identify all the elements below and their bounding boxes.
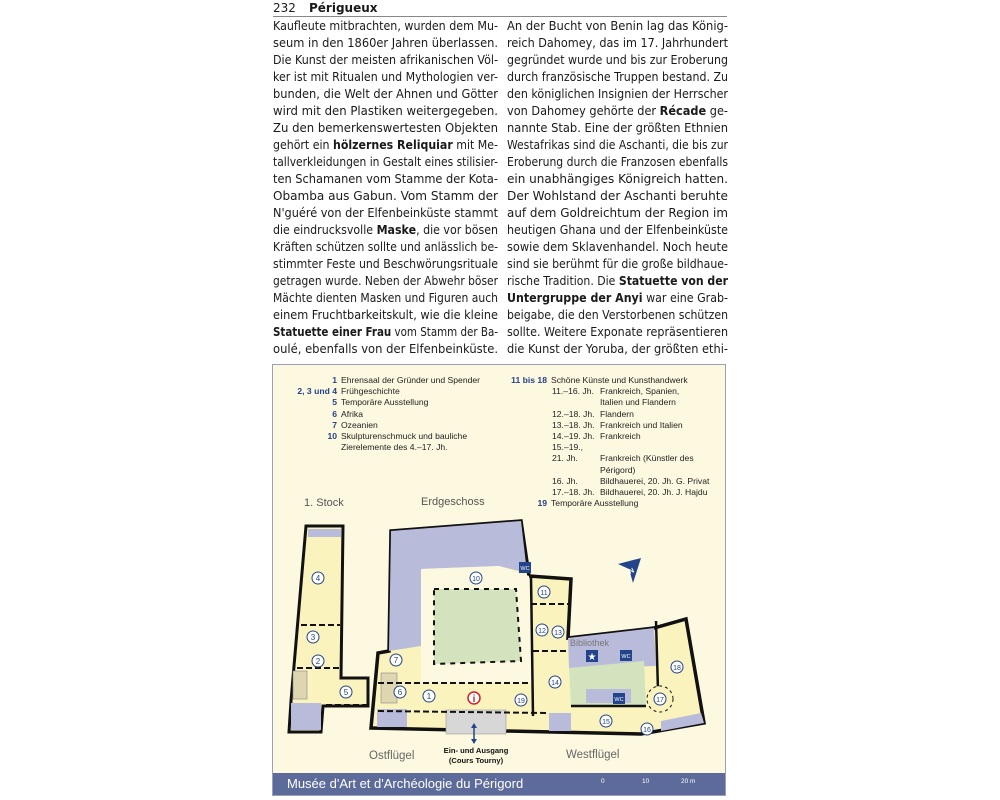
room-marker-7 <box>390 654 402 666</box>
svg-text:WC: WC <box>614 697 624 703</box>
legend-row: 7 Ozeanien <box>332 419 378 430</box>
text-run: ker ist mit Ritualen und Mythologien ver- <box>273 70 499 84</box>
text-line <box>507 52 728 69</box>
text-run: vom Stamm der Ba- <box>391 325 498 339</box>
text-run: heutigen Ghana und der Elfenbeinküste <box>507 223 729 237</box>
svg-text:3: 3 <box>310 633 316 642</box>
legend-subrow: 17.–18. Jh. Bildhauerei, 20. Jh. J. Hajdu <box>552 487 708 498</box>
text-column-right <box>507 18 728 358</box>
ground-floor-label: Erdgeschoss <box>421 496 485 508</box>
room-marker-4 <box>312 572 324 584</box>
room-marker-5 <box>340 686 352 698</box>
room-marker-12 <box>536 624 548 636</box>
text-run: durch französische Truppen bestand. Zu <box>507 70 728 84</box>
text-line <box>507 205 728 222</box>
room-marker-11 <box>538 586 550 598</box>
svg-text:i: i <box>472 694 476 705</box>
legend-row: 2, 3 und 4 Frühgeschichte <box>297 386 400 397</box>
legend-subrow: 21. Jh. Frankreich (Künstler des <box>552 453 694 464</box>
scale-tick: 10 <box>642 778 650 785</box>
text-run: sind sie berühmt für die große bildhaue- <box>507 257 728 271</box>
bold-term: hölzernes Reliquiar <box>332 138 453 152</box>
text-run: von Dahomey gehörte der <box>507 104 660 118</box>
svg-text:19: 19 <box>517 698 525 705</box>
legend-subrow: 12.–18. Jh. Flandern <box>552 408 634 419</box>
text-line <box>507 137 728 154</box>
text-run: Die Kunst der meisten afrikanischen Völ- <box>273 53 499 67</box>
text-run: Zu den bemerkenswertesten Objekten <box>273 121 499 135</box>
legend-subrow: 13.–18. Jh. Frankreich und Italien <box>552 419 683 430</box>
legend-subrow: 11.–16. Jh. Frankreich, Spanien, <box>552 386 680 397</box>
legend-row: 1 Ehrensaal der Gründer und Spender <box>332 375 481 385</box>
text-line <box>507 18 728 35</box>
text-run: Kräften schützen sollte und anlässlich be- <box>273 240 498 254</box>
text-column-left <box>273 18 498 358</box>
text-run: einem Fruchtbarkeitskult, wie die kleine <box>273 308 499 322</box>
bold-term: Maske <box>376 223 417 237</box>
text-run: wird mit den Plastiken weitergegeben. <box>273 104 498 118</box>
text-line <box>273 239 498 256</box>
text-line <box>507 188 728 205</box>
text-run: die eindrucksvolle <box>273 223 377 237</box>
page-number: 232 <box>273 1 296 15</box>
text-line <box>507 290 728 307</box>
wc-icon <box>519 562 531 573</box>
svg-text:12: 12 <box>538 628 546 635</box>
text-line <box>507 273 728 290</box>
legend-row: 10 Skulpturenschmuck und bauliche <box>327 431 468 442</box>
info-marker <box>468 692 480 705</box>
text-line <box>507 35 728 52</box>
text-run: sollte. Weitere Exponate repräsentieren <box>507 325 729 339</box>
text-line <box>273 154 498 171</box>
legend-subrow: Italien und Flandern <box>600 397 676 408</box>
text-run: Mächte dienten Masken und Figuren auch <box>273 291 499 305</box>
wc-icon <box>613 693 625 704</box>
text-run: auf dem Goldreichtum der Region im <box>507 206 728 220</box>
text-run: ten Schamanen vom Stamme der Kota- <box>273 172 499 186</box>
text-line <box>273 171 498 188</box>
text-line <box>273 307 498 324</box>
entrance-label: Ein- und Ausgang <box>443 746 509 755</box>
first-floor-wing <box>289 526 368 732</box>
text-run: rische Tradition. Die <box>507 274 619 288</box>
text-run: tallverkleidungen in Gestalt eines stilisier- <box>273 155 498 169</box>
text-run: Westafrikas sind die Aschanti, die bis zur <box>507 138 728 152</box>
text-line <box>507 222 728 239</box>
svg-text:WC: WC <box>621 654 631 660</box>
room-marker-13 <box>552 626 564 638</box>
text-run: reich Dahomey, das im 17. Jahrhundert <box>507 36 729 50</box>
museum-floor-plan <box>272 364 726 796</box>
text-run: den königlichen Insignien der Herrscher <box>507 87 729 101</box>
running-title: Périgueux <box>309 1 378 15</box>
text-run: stimmter Feste und Beschwörungsrituale <box>273 257 498 271</box>
text-run: seum in den 1860er Jahren überlassen. <box>273 36 499 50</box>
room-marker-3 <box>307 631 319 643</box>
west-wing-label: Westflügel <box>566 749 620 761</box>
text-line <box>273 256 498 273</box>
map-title-bar <box>273 773 725 795</box>
text-line <box>273 18 498 35</box>
text-line <box>273 222 498 239</box>
room-marker-14 <box>549 676 561 688</box>
wc-icon <box>620 650 632 661</box>
text-run: ge- <box>706 104 729 118</box>
legend-row: 6 Afrika <box>332 408 363 419</box>
text-run: ein unabhängiges Königreich hatten. <box>507 172 729 186</box>
svg-text:1: 1 <box>426 692 432 701</box>
text-line <box>507 239 728 256</box>
text-run: Obamba aus Gabun. Vom Stamm der <box>273 189 498 203</box>
text-line <box>507 324 728 341</box>
text-line <box>273 205 498 222</box>
room-marker-6 <box>394 686 406 698</box>
text-run: mit Me- <box>452 138 499 152</box>
text-line <box>273 69 498 86</box>
text-run: sowie dem Sklavenhandel. Noch heute <box>507 240 729 254</box>
text-run: war eine Grab- <box>642 291 728 305</box>
svg-text:4: 4 <box>315 574 321 583</box>
text-line <box>273 290 498 307</box>
text-run: Kaufleute mitbrachten, wurden dem Mu- <box>273 19 499 33</box>
bold-term: Untergruppe der Anyi <box>507 291 643 305</box>
svg-text:10: 10 <box>472 576 480 583</box>
room-marker-17 <box>654 693 666 705</box>
legend-subrow: 16. Jh. Bildhauerei, 20. Jh. G. Privat <box>552 475 710 486</box>
text-line <box>507 307 728 324</box>
svg-text:13: 13 <box>554 630 562 637</box>
text-line <box>507 154 728 171</box>
text-line <box>273 324 498 341</box>
text-run: nannte Stab. Eine der größten Ethnien <box>507 121 729 135</box>
text-run: getragen wurde. Neben der Abwehr böser <box>273 274 499 288</box>
bold-term: Statuette einer Frau <box>273 325 392 339</box>
east-wing-label: Ostflügel <box>369 750 415 762</box>
room-marker-1 <box>423 690 435 702</box>
entrance-sublabel: (Cours Tourny) <box>448 756 504 765</box>
svg-text:5: 5 <box>343 688 349 697</box>
running-header <box>273 0 727 17</box>
text-run: Eroberung durch die Franzosen ebenfalls <box>507 155 728 169</box>
first-floor-label: 1. Stock <box>304 497 344 509</box>
svg-text:18: 18 <box>673 665 681 672</box>
text-run: gegründet wurde und bis zur Eroberung <box>507 53 728 67</box>
text-line <box>507 103 728 120</box>
text-run: bunden, die Welt der Ahnen und Götter <box>273 87 498 101</box>
scale-tick: 20 m <box>681 778 696 785</box>
svg-text:15: 15 <box>602 719 610 726</box>
library-star-icon <box>586 650 598 663</box>
svg-text:6: 6 <box>397 688 403 697</box>
north-arrow-icon <box>618 558 641 583</box>
text-line <box>273 103 498 120</box>
legend-row: Zierelemente des 4.–17. Jh. <box>341 442 448 453</box>
text-line <box>507 86 728 103</box>
room-marker-16 <box>641 723 653 735</box>
text-run: An der Bucht von Benin lag das König- <box>507 19 729 33</box>
svg-text:16: 16 <box>643 727 651 734</box>
legend-row: 11 bis 18 Schöne Künste und Kunsthandwerk <box>511 375 688 385</box>
text-line <box>273 188 498 205</box>
text-line <box>507 69 728 86</box>
bold-term: Récade <box>659 104 707 118</box>
text-line <box>273 137 498 154</box>
svg-text:14: 14 <box>551 680 559 687</box>
text-line <box>507 120 728 137</box>
svg-text:WC: WC <box>520 566 530 572</box>
map-title: Musée d'Art et d'Archéologie du Périgord <box>287 776 524 791</box>
text-line <box>507 341 728 358</box>
floor-plan-drawing <box>273 365 727 797</box>
room-marker-15 <box>600 715 612 727</box>
text-run: die Kunst der Yoruba, der größten ethi- <box>507 342 728 356</box>
library-label: Bibliothek <box>570 638 610 648</box>
text-run: beigabe, die den Verstorbenen schützen <box>507 308 728 322</box>
text-line <box>273 86 498 103</box>
svg-text:11: 11 <box>540 590 548 597</box>
legend-row: 5 Temporäre Ausstellung <box>332 397 429 408</box>
text-run: Der Wohlstand der Aschanti beruhte <box>507 189 729 203</box>
text-run: oulé, ebenfalls von der Elfenbeinküste. <box>273 342 498 356</box>
room-marker-10 <box>470 572 482 584</box>
text-line <box>273 120 498 137</box>
text-line <box>273 35 498 52</box>
room-marker-18 <box>671 661 683 673</box>
text-line <box>507 171 728 188</box>
svg-text:N: N <box>627 567 636 576</box>
scale-tick: 0 <box>601 778 605 785</box>
legend-row: 19 Temporäre Ausstellung <box>537 498 639 509</box>
room-marker-2 <box>312 655 324 667</box>
text-run: gehört ein <box>273 138 333 152</box>
svg-text:7: 7 <box>393 656 399 665</box>
text-line <box>273 341 498 358</box>
legend-subrow: 15.–19., <box>552 442 584 453</box>
text-run: , die vor bösen <box>416 223 498 237</box>
svg-text:2: 2 <box>315 657 321 666</box>
svg-text:★: ★ <box>587 652 597 663</box>
text-line <box>273 273 498 290</box>
bold-term: Statuette von der <box>618 274 729 288</box>
text-line <box>507 256 728 273</box>
svg-text:17: 17 <box>656 697 664 704</box>
room-marker-19 <box>515 694 527 706</box>
text-run: N'guéré von der Elfenbeinküste stammt <box>273 206 499 220</box>
legend-subrow: Périgord) <box>600 464 636 475</box>
legend-subrow: 14.–19. Jh. Frankreich <box>552 431 641 442</box>
text-line <box>273 52 498 69</box>
